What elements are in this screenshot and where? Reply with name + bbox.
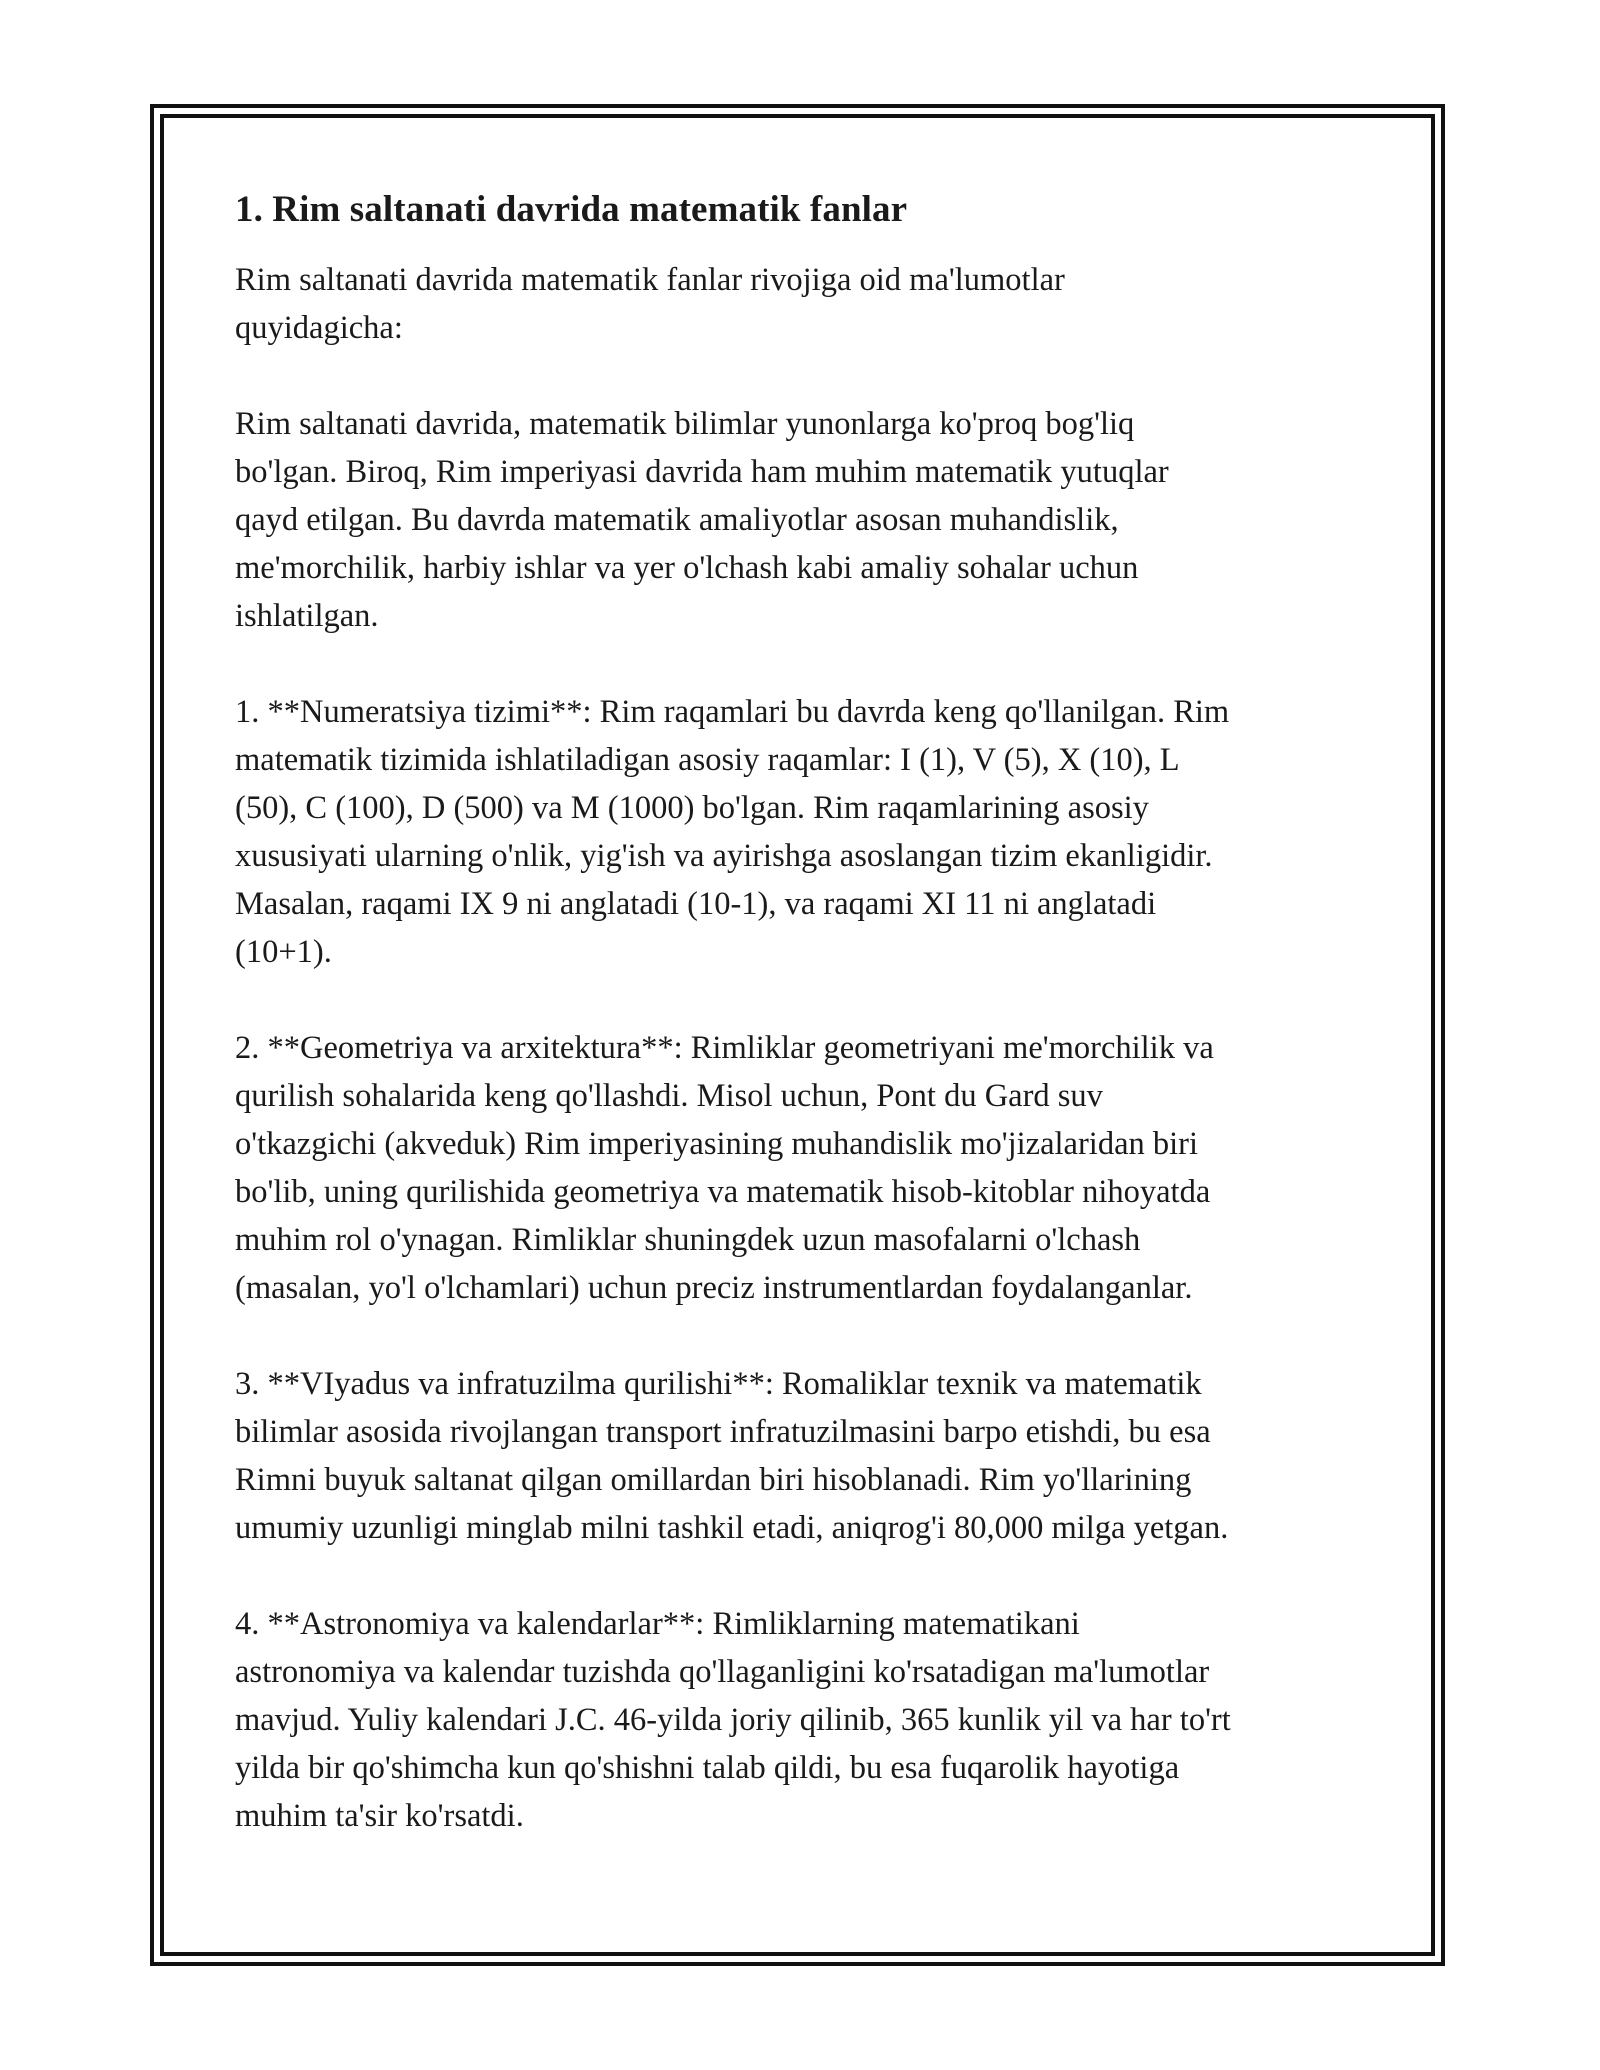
document-title: 1. Rim saltanati davrida matematik fanlar: [235, 189, 908, 230]
paragraph-geometry: 2. **Geometriya va arxitektura**: Rimliklar geometriyani me'morchilik va qurilish sohalarida keng qo'llashdi. Misol uchun, Pont du Gard suv o'tkazgichi (akveduk) Rim imperiyasining muhandislik mo'jizalaridan biri bo'lib, uning qurilishida geometriya va matematik hisob-kitoblar nihoyatda muhim rol o'ynagan. Rimliklar shuningdek uzun masofalarni o'lchash (masalan, yo'l o'lchamlari) uchun preciz instrumentlardan foydalanganlar.: [235, 1030, 1214, 1306]
paragraph-astronomy: 4. **Astronomiya va kalendarlar**: Rimliklarning matematikani astronomiya va kalendar tuzishda qo'llaganligini ko'rsatadigan ma'lumotlar mavjud. Yuliy kalendari J.C. 46-yilda joriy qilinib, 365 kunlik yil va har to'rt yilda bir qo'shimcha kun qo'shishni talab qildi, bu esa fuqarolik hayotiga muhim ta'sir ko'rsatdi.: [235, 1606, 1231, 1834]
document-body: [235, 186, 1385, 1888]
paragraph-infrastructure: 3. **VIyadus va infratuzilma qurilishi**: Romaliklar texnik va matematik bilimlar asosida rivojlangan transport infratuzilmasini barpo etishdi, bu esa Rimni buyuk saltanat qilgan omillardan biri hisoblanadi. Rim yo'llarining umumiy uzunligi minglab milni tashkil etadi, aniqrog'i 80,000 milga yetgan.: [235, 1366, 1229, 1546]
paragraph-overview: Rim saltanati davrida, matematik bilimlar yunonlarga ko'proq bog'liq bo'lgan. Biroq, Rim imperiyasi davrida ham muhim matematik yutuqlar qayd etilgan. Bu davrda matematik amaliyotlar asosan muhandislik, me'morchilik, harbiy ishlar va yer o'lchash kabi amaliy sohalar uchun ishlatilgan.: [235, 406, 1169, 634]
paragraph-intro: Rim saltanati davrida matematik fanlar rivojiga oid ma'lumotlar quyidagicha:: [235, 262, 1065, 346]
paragraph-numeration: 1. **Numeratsiya tizimi**: Rim raqamlari bu davrda keng qo'llanilgan. Rim matematik tizimida ishlatiladigan asosiy raqamlar: I (1), V (5), X (10), L (50), C (100), D (500) va M (1000) bo'lgan. Rim raqamlarining asosiy xususiyati ularning o'nlik, yig'ish va ayirishga asoslangan tizim ekanligidir. Masalan, raqami IX 9 ni anglatadi (10-1), va raqami XI 11 ni anglatadi (10+1).: [235, 694, 1230, 970]
